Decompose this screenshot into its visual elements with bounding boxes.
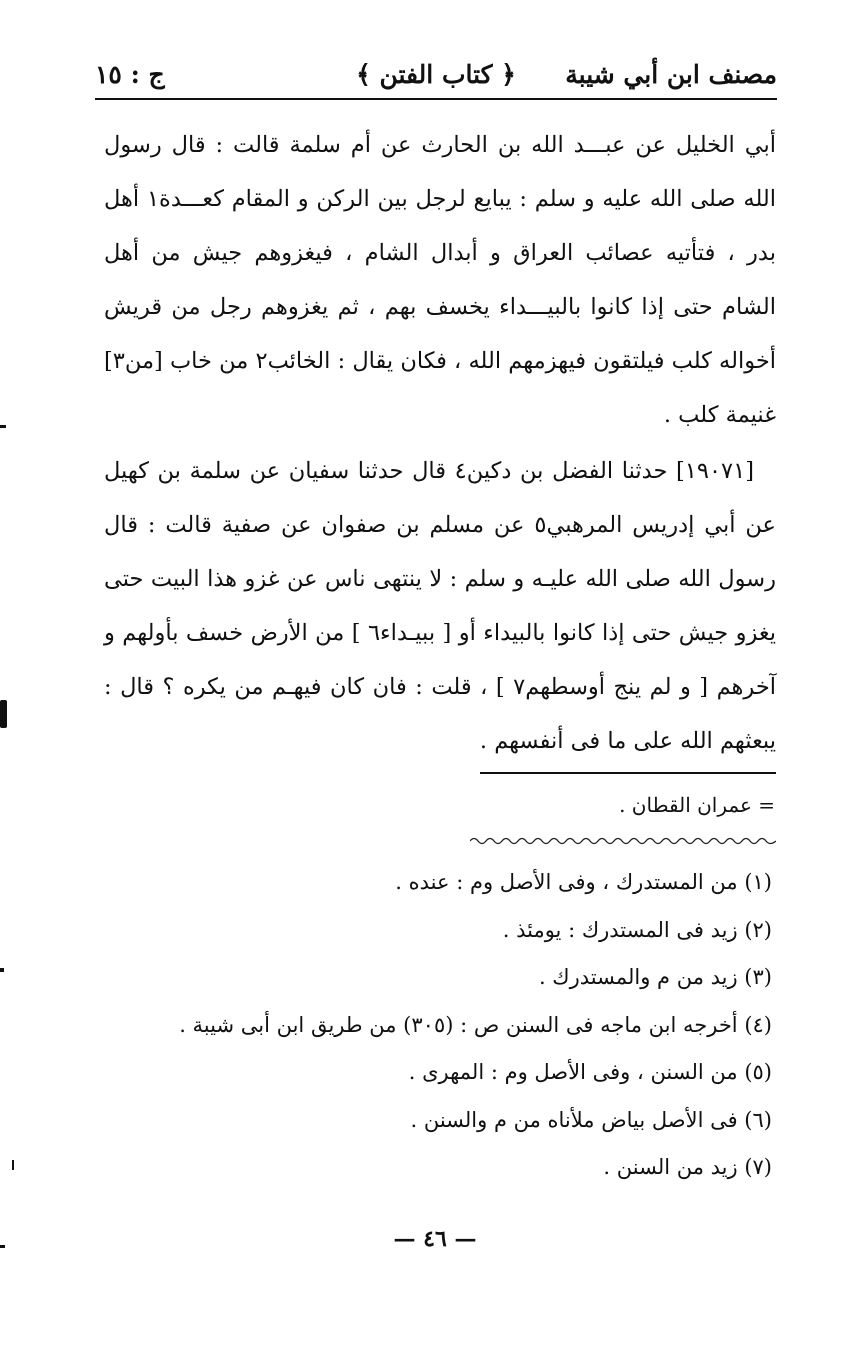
main-text [104,118,776,768]
footnote-3: (٣) زيد من م والمستدرك . [538,965,772,989]
paragraph-2: [١٩٠٧١] حدثنا الفضل بن دكين٤ قال حدثنا سفيان عن سلمة بن كهيل عن أبي إدريس المرهبي٥ عن مسلم بن صفوان عن صفية قالت : قال رسول الله صلى الله عليـه و سلم : لا ينتهى ناس عن غزو هذا البيت حتى يغزو جيش حتى إذا كانوا بالبيداء أو [ ببيـداء٦ ] من الأرض خسف بأولهم و آخرهم [ و لم ينج أوسطهم٧ ] ، قلت : فان كان فيهـم من يكره ؟ قال : يبعثهم الله على ما فى أنفسهم . [104,458,776,754]
footnote-1: (١) من المستدرك ، وفى الأصل وم : عنده . [395,870,772,894]
footnote-4: (٤) أخرجه ابن ماجه فى السنن ص : (٣٠٥) من طريق ابن أبى شيبة . [179,1012,772,1037]
chapter-title: ﴿ كتاب الفتن ﴾ [356,59,516,89]
continued-note: = عمران القطان . [619,793,775,817]
scan-mark [0,968,4,972]
volume-number: ج : ١٥ [95,59,165,89]
header-rule [95,98,777,100]
scan-mark [0,700,7,728]
book-title: مصنف ابن أبي شيبة [565,59,777,89]
footnote-6: (٦) فى الأصل بياض ملأناه من م والسنن . [410,1107,772,1132]
scan-mark [0,1245,5,1248]
wavy-divider [470,835,776,847]
footnotes [152,862,772,1195]
footnote-7: (٧) زيد من السنن . [603,1155,772,1179]
running-header [95,52,777,96]
paragraph-1: أبي الخليل عن عبـــد الله بن الحارث عن أم سلمة قالت : قال رسول الله صلى الله عليه و سلم : يبايع لرجل بين الركن و المقام كعـــدة١ أهل بدر ، فتأتيه عصائب العراق و أبدال الشام ، فيغزوهم جيش من أهل الشام حتى إذا كانوا بالبيـــداء يخسف بهم ، ثم يغزوهم رجل من قريش أخواله كلب فيلتقون فيهزمهم الله ، فكان يقال : الخائب٢ من خاب [من٣] غنيمة كلب . [104,132,777,428]
scan-mark [12,1160,14,1170]
footnote-2: (٢) زيد فى المستدرك : يومئذ . [502,917,772,942]
page-number: — ٤٦ — [393,1226,477,1252]
footnote-rule [480,772,776,774]
scan-mark [0,425,6,428]
footnote-5: (٥) من السنن ، وفى الأصل وم : المهرى . [408,1060,772,1084]
